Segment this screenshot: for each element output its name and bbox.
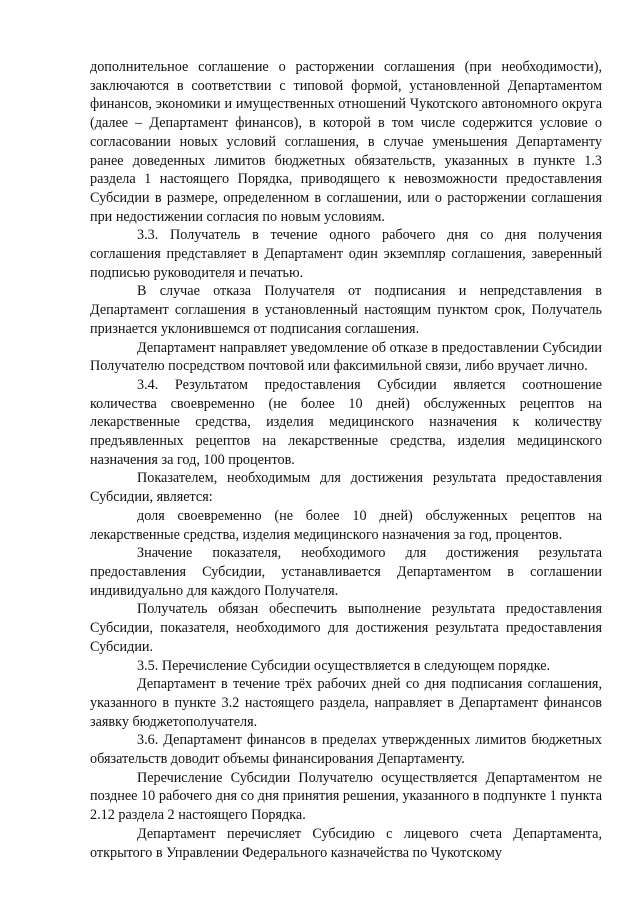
paragraph-3-5-transfer-order: 3.5. Перечисление Субсидии осуществляется в следующем порядке.: [137, 657, 551, 674]
paragraph-indicator-share: доля своевременно (не более 10 дней) обслуженных рецептов на лекарственные средства, изделия медицинского назначения за год, процентов.: [90, 507, 602, 543]
paragraph-3-3-copy-submission: 3.3. Получатель в течение одного рабочего дня со дня получения соглашения представляет в Департамент один экземпляр соглашения, заверенный подписью руководителя и печатью.: [90, 227, 602, 281]
paragraph-termination-agreement: дополнительное соглашение о расторжении соглашения (при необходимости), заключаются в соответствии с типовой формой, установленной Департаментом финансов, экономики и имущественных отношений Чукотского автономного округа (далее – Департамент финансов), в которой в том числе содержится условие о согласовании новых условий соглашения, в случае уменьшения Департаменту ранее доведенных лимитов бюджетных обязательств, указанных в пункте 1.3 раздела 1 настоящего Порядка, приводящего к невозможности предоставления Субсидии в размере, определенном в соглашении, или о расторжении соглашения при недостижении согласия по новым условиям.: [90, 59, 602, 225]
paragraph-indicator-intro: Показателем, необходимым для достижения результата предоставления Субсидии, является:: [90, 470, 602, 506]
paragraph-recipient-obligation: Получатель обязан обеспечить выполнение результата предоставления Субсидии, показателя, необходимого для достижения результата предоставления Субсидии.: [90, 601, 602, 655]
paragraph-refusal-notice: Департамент направляет уведомление об отказе в предоставлении Субсидии Получателю посредством почтовой или факсимильной связи, либо вручает лично.: [90, 339, 602, 375]
paragraph-transfer-account: Департамент перечисляет Субсидию с лицевого счета Департамента, открытого в Управлении Федерального казначейства по Чукотскому: [90, 825, 602, 861]
paragraph-3-6-financing: 3.6. Департамент финансов в пределах утвержденных лимитов бюджетных обязательств доводит объемы финансирования Департаменту.: [90, 732, 602, 768]
paragraph-3-4-result: 3.4. Результатом предоставления Субсидии является соотношение количества своевременно (не более 10 дней) обслуженных рецептов на лекарственные средства, изделия медицинского назначения к количеству предъявленных рецептов на лекарственные средства, изделия медицинского назначения за год, 100 процентов.: [90, 376, 602, 468]
paragraph-transfer-deadline: Перечисление Субсидии Получателю осуществляется Департаментом не позднее 10 рабочего дня со дня принятия решения, указанного в подпункте 1 пункта 2.12 раздела 2 настоящего Порядка.: [90, 769, 602, 824]
paragraph-indicator-value: Значение показателя, необходимого для достижения результата предоставления Субсидии, устанавливается Департаментом в соглашении индивидуально для каждого Получателя.: [90, 545, 602, 599]
document-page: [90, 58, 602, 862]
paragraph-application-submission: Департамент в течение трёх рабочих дней со дня подписания соглашения, указанного в пункте 3.2 настоящего раздела, направляет в Департамент финансов заявку бюджетополучателя.: [90, 676, 602, 730]
paragraph-refusal-to-sign: В случае отказа Получателя от подписания и непредставления в Департамент соглашения в установленный настоящим пунктом срок, Получатель признается уклонившемся от подписания соглашения.: [90, 283, 602, 337]
